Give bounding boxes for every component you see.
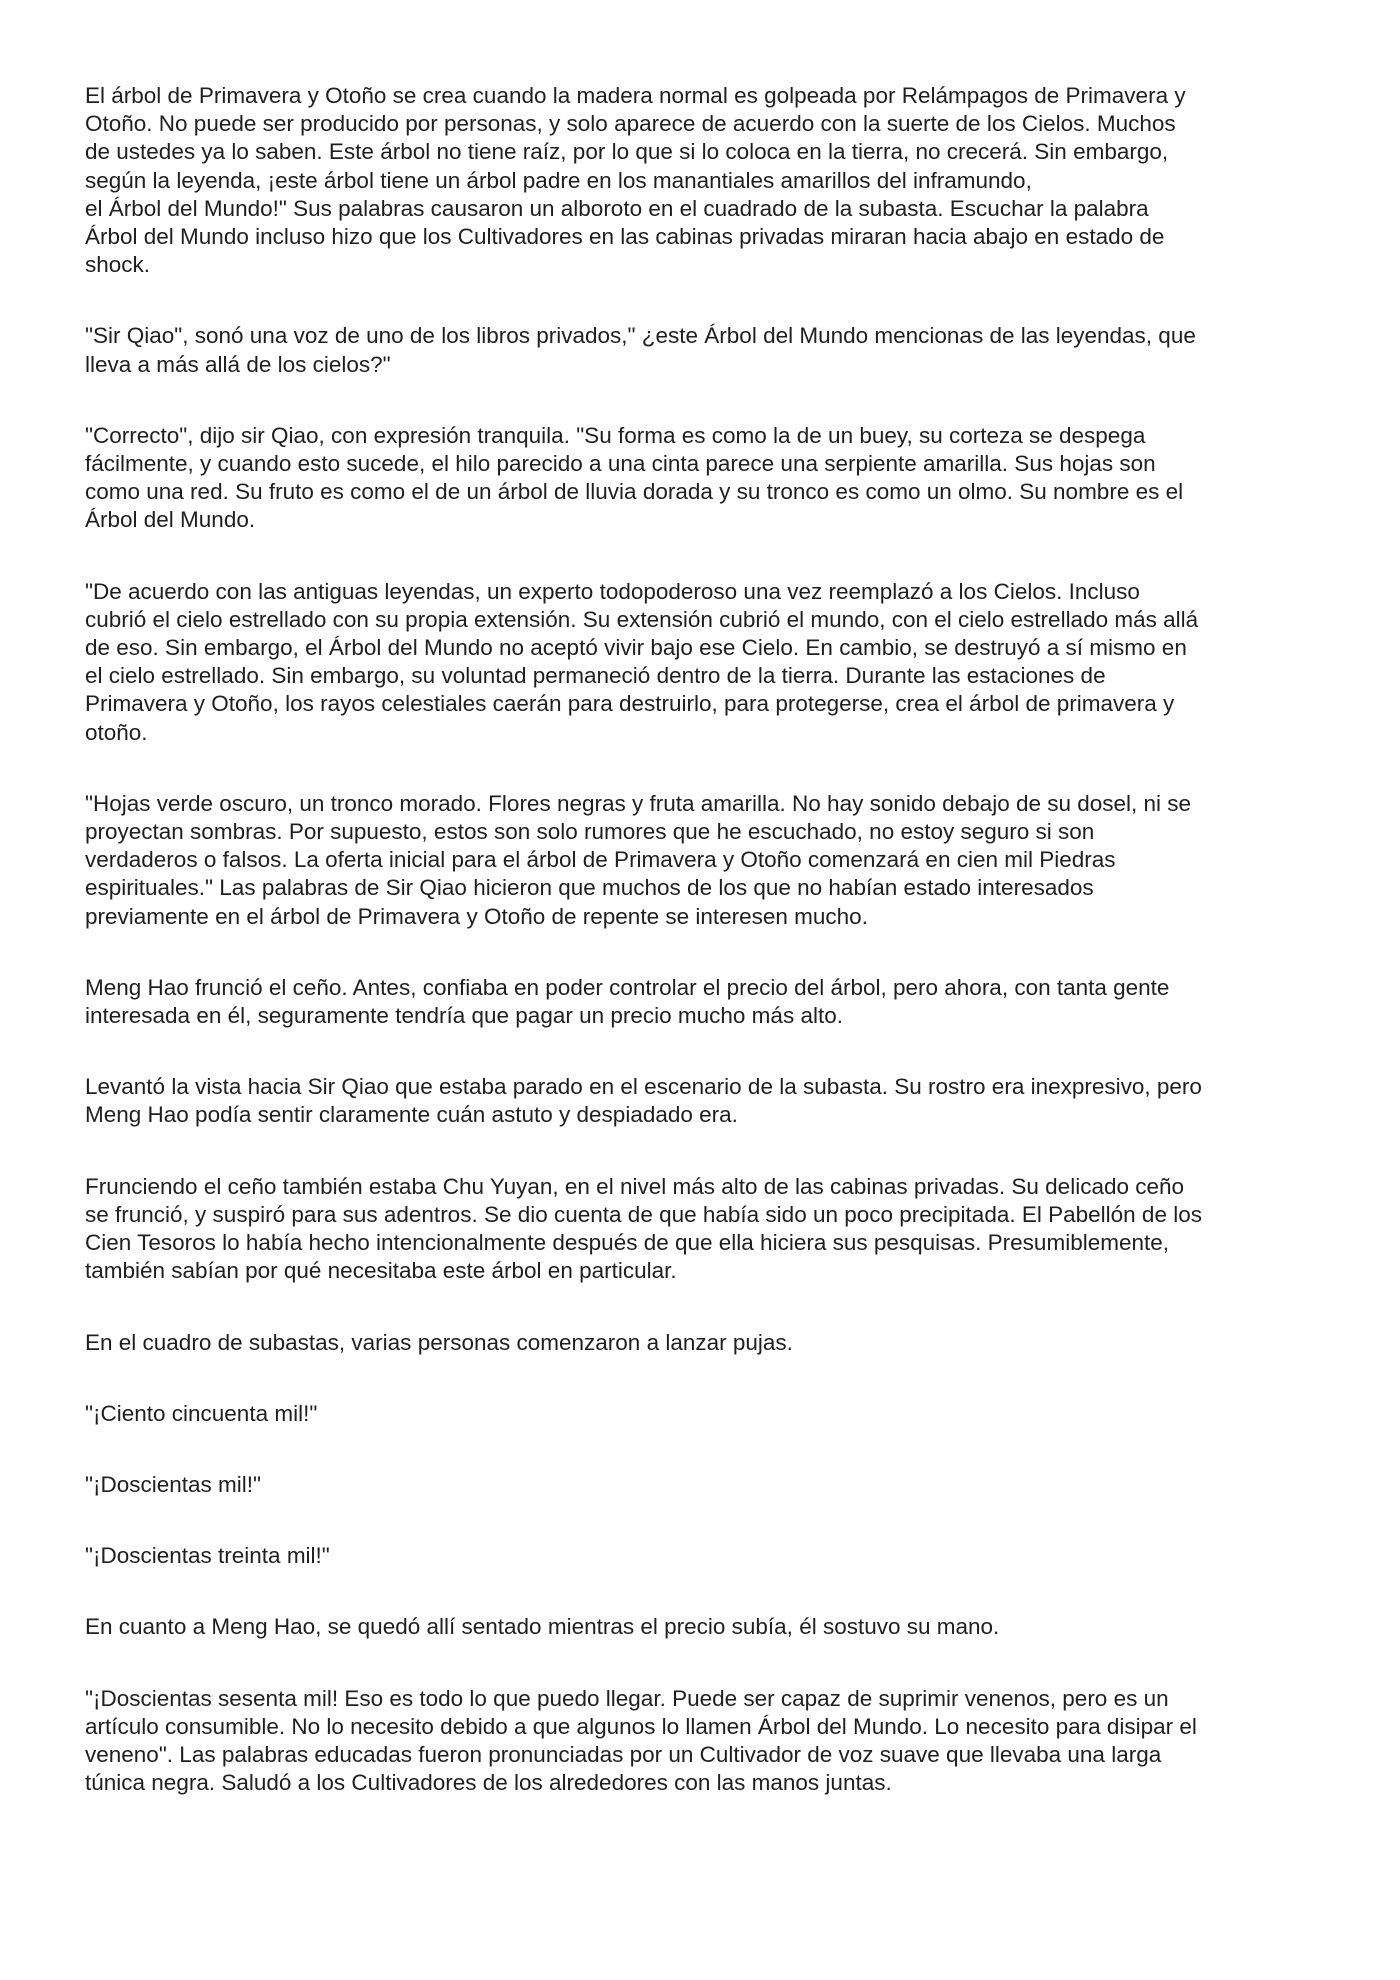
- paragraph-5: "Hojas verde oscuro, un tronco morado. Flores negras y fruta amarilla. No hay sonido debajo de su dosel, ni se proyectan sombras. Por supuesto, estos son solo rumores que he escuchado, no estoy seguro si son verdaderos o falsos. La oferta inicial para el árbol de Primavera y Otoño comenzará en cien mil Piedras espirituales." Las palabras de Sir Qiao hicieron que muchos de los que no habían estado interesados previamente en el árbol de Primavera y Otoño de repente se interesen mucho.: [85, 790, 1192, 929]
- paragraph-2: "Sir Qiao", sonó una voz de uno de los libros privados," ¿este Árbol del Mundo mencionas de las leyendas, que lleva a más allá de los cielos?": [85, 323, 1196, 377]
- paragraph-6: Meng Hao frunció el ceño. Antes, confiaba en poder controlar el precio del árbol, pero ahora, con tanta gente interesada en él, seguramente tendría que pagar un precio mucho más alto.: [85, 974, 1170, 1029]
- paragraph-3: "Correcto", dijo sir Qiao, con expresión tranquila. "Su forma es como la de un buey, su corteza se despega fácilmente, y cuando esto sucede, el hilo parecido a una cinta parece una serpiente amarilla. Sus hojas son como una red. Su fruto es como el de un árbol de lluvia dorada y su tronco es como un olmo. Su nombre es el Árbol del Mundo.: [85, 422, 1184, 533]
- paragraph-8: Frunciendo el ceño también estaba Chu Yuyan, en el nivel más alto de las cabinas privadas. Su delicado ceño se frunció, y suspiró para sus adentros. Se dio cuenta de que había sido un poco precipitada. El Pabellón de los Cien Tesoros lo había hecho intencionalmente después de que ella hiciera sus pesquisas. Presumiblemente, también sabían por qué necesitaba este árbol en particular.: [85, 1173, 1202, 1284]
- paragraph-9: En el cuadro de subastas, varias personas comenzaron a lanzar pujas.: [85, 1329, 793, 1355]
- paragraph-12: "¡Doscientas treinta mil!": [85, 1543, 330, 1569]
- paragraph-4: "De acuerdo con las antiguas leyendas, un experto todopoderoso una vez reemplazó a los Cielos. Incluso cubrió el cielo estrellado con su propia extensión. Su extensión cubrió el mundo, con el cielo estrellado más allá de eso. Sin embargo, el Árbol del Mundo no aceptó vivir bajo ese Cielo. En cambio, se destruyó a sí mismo en el cielo estrellado. Sin embargo, su voluntad permaneció dentro de la tierra. Durante las estaciones de Primavera y Otoño, los rayos celestiales caerán para destruirlo, para protegerse, crea el árbol de primavera y otoño.: [85, 578, 1199, 745]
- paragraph-13: En cuanto a Meng Hao, se quedó allí sentado mientras el precio subía, él sostuvo su mano.: [85, 1614, 1000, 1640]
- paragraph-1: El árbol de Primavera y Otoño se crea cuando la madera normal es golpeada por Relámpagos de Primavera y Otoño. No puede ser producido por personas, y solo aparece de acuerdo con la suerte de los Cielos. Muchos de ustedes ya lo saben. Este árbol no tiene raíz, por lo que si lo coloca en la tierra, no crecerá. Sin embargo, según la leyenda, ¡este árbol tiene un árbol padre en los manantiales amarillos del inframundo, el Árbol del Mundo!" Sus palabras causaron un alboroto en el cuadrado de la subasta. Escuchar la palabra Árbol del Mundo incluso hizo que los Cultivadores en las cabinas privadas miraran hacia abajo en estado de shock.: [85, 83, 1186, 278]
- document-page: [85, 82, 1325, 1840]
- paragraph-7: Levantó la vista hacia Sir Qiao que estaba parado en el escenario de la subasta. Su rostro era inexpresivo, pero Meng Hao podía sentir claramente cuán astuto y despiadado era.: [85, 1074, 1202, 1128]
- paragraph-10: "¡Ciento cincuenta mil!": [85, 1400, 318, 1426]
- paragraph-14: "¡Doscientas sesenta mil! Eso es todo lo que puedo llegar. Puede ser capaz de suprimir venenos, pero es un artículo consumible. No lo necesito debido a que algunos lo llamen Árbol del Mundo. Lo necesito para disipar el veneno". Las palabras educadas fueron pronunciadas por un Cultivador de voz suave que llevaba una larga túnica negra. Saludó a los Cultivadores de los alrededores con las manos juntas.: [85, 1685, 1197, 1796]
- paragraph-11: "¡Doscientas mil!": [85, 1471, 262, 1497]
